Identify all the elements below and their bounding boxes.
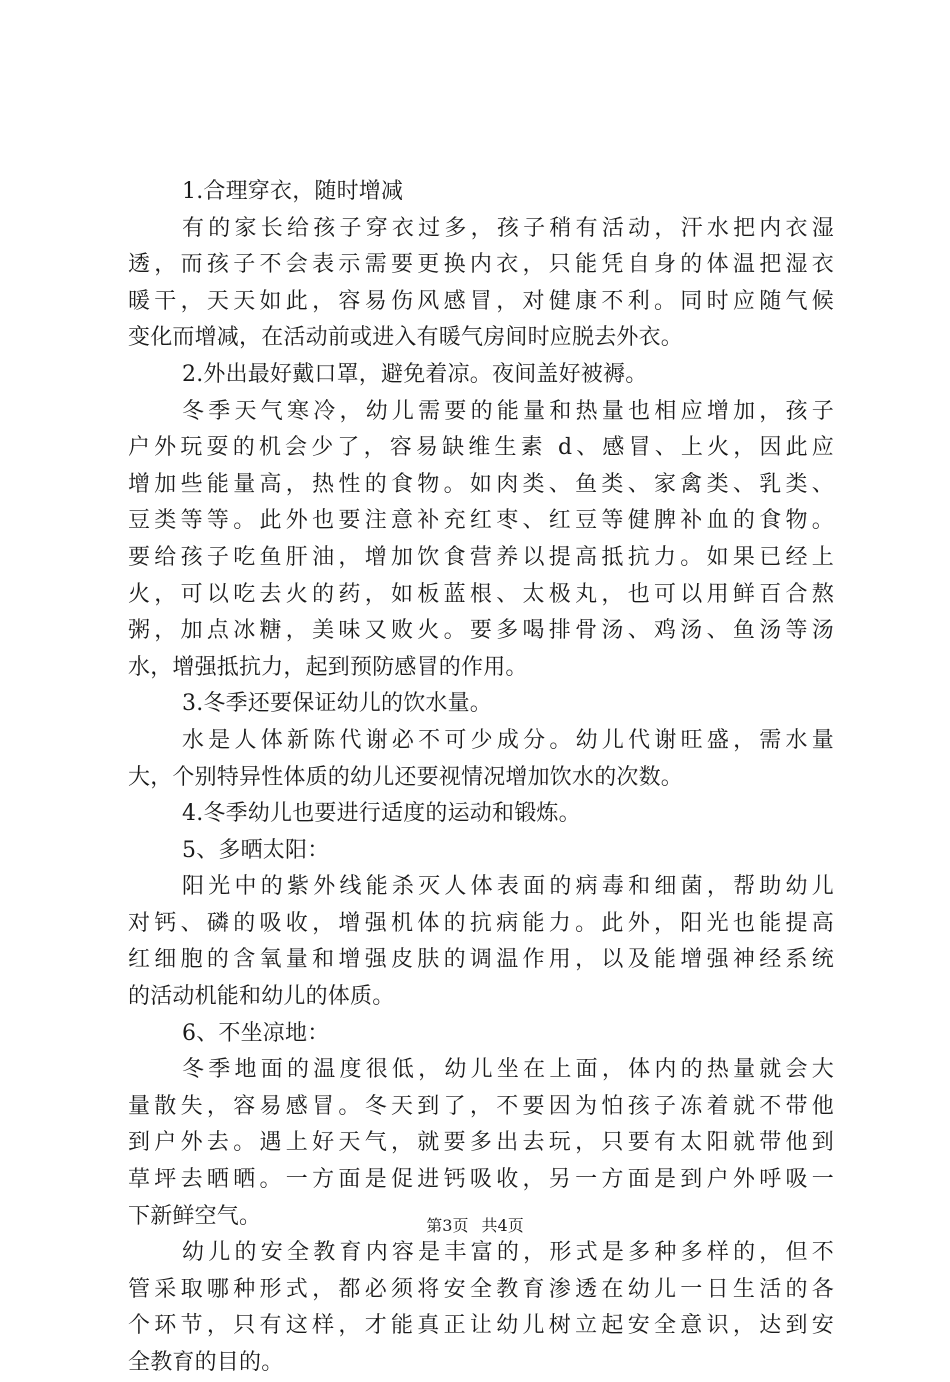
paragraph-line: 量散失，容易感冒。冬天到了，不要因为怕孩子冻着就不带他: [128, 1093, 834, 1119]
paragraph-line: 水，增强抵抗力，起到预防感冒的作用。: [128, 654, 528, 680]
paragraph-line: 管采取哪种形式，都必须将安全教育渗透在幼儿一日生活的各: [128, 1276, 834, 1302]
heading-1: 1.合理穿衣，随时增减: [182, 179, 404, 204]
paragraph-line: 变化而增减，在活动前或进入有暖气房间时应脱去外衣。: [128, 325, 684, 351]
page-number: 第3页: [426, 1216, 469, 1235]
paragraph-line: 冬季天气寒冷，幼儿需要的能量和热量也相应增加，孩子: [182, 398, 834, 424]
paragraph-line: 对钙、磷的吸收，增强机体的抗病能力。此外，阳光也能提高: [128, 910, 834, 936]
page-total: 共4页: [481, 1216, 524, 1235]
paragraph-line: 水是人体新陈代谢必不可少成分。幼儿代谢旺盛，需水量: [182, 727, 834, 753]
paragraph-line: 户外玩耍的机会少了，容易缺维生素 d、感冒、上火，因此应: [128, 435, 834, 461]
page-footer: [0, 1215, 950, 1237]
paragraph-line: 大，个别特异性体质的幼儿还要视情况增加饮水的次数。: [128, 764, 684, 790]
body-text: [128, 174, 834, 1382]
paragraph-line: 透，而孩子不会表示需要更换内衣，只能凭自身的体温把湿衣: [128, 252, 834, 278]
paragraph-line: 暖干，天天如此，容易伤风感冒，对健康不利。同时应随气候: [128, 288, 834, 314]
paragraph-line: 的活动机能和幼儿的体质。: [128, 984, 395, 1010]
paragraph-line: 增加些能量高，热性的食物。如肉类、鱼类、家禽类、乳类、: [128, 471, 834, 497]
paragraph-line: 红细胞的含氧量和增强皮肤的调温作用，以及能增强神经系统: [128, 947, 834, 973]
paragraph-line: 豆类等等。此外也要注意补充红枣、红豆等健脾补血的食物。: [128, 508, 834, 534]
paragraph-line: 全教育的目的。: [128, 1350, 284, 1375]
paragraph-line: 到户外去。遇上好天气，就要多出去玩，只要有太阳就带他到: [128, 1130, 834, 1156]
paragraph-line: 粥，加点冰糖，美味又败火。要多喝排骨汤、鸡汤、鱼汤等汤: [128, 618, 834, 644]
paragraph-line: 冬季地面的温度很低，幼儿坐在上面，体内的热量就会大: [182, 1057, 834, 1083]
heading-4: 4.冬季幼儿也要进行适度的运动和锻炼。: [182, 801, 581, 827]
paragraph-line: 要给孩子吃鱼肝油，增加饮食营养以提高抵抗力。如果已经上: [128, 544, 834, 570]
paragraph-line: 个环节，只有这样，才能真正让幼儿树立起安全意识，达到安: [128, 1313, 834, 1339]
paragraph-line: 有的家长给孩子穿衣过多，孩子稍有活动，汗水把内衣湿: [182, 215, 834, 241]
heading-5: 5、多晒太阳：: [182, 837, 330, 863]
heading-6: 6、不坐凉地：: [182, 1020, 330, 1046]
paragraph-line: 幼儿的安全教育内容是丰富的，形式是多种多样的，但不: [182, 1240, 834, 1266]
paragraph-line: 火，可以吃去火的药，如板蓝根、太极丸，也可以用鲜百合熬: [128, 581, 834, 607]
heading-2: 2.外出最好戴口罩，避免着凉。夜间盖好被褥。: [182, 361, 648, 387]
paragraph-line: 草坪去晒晒。一方面是促进钙吸收，另一方面是到户外呼吸一: [128, 1167, 834, 1193]
paragraph-line: 下新鲜空气。: [128, 1203, 262, 1229]
paragraph-line: 阳光中的紫外线能杀灭人体表面的病毒和细菌，帮助幼儿: [182, 874, 834, 900]
heading-3: 3.冬季还要保证幼儿的饮水量。: [182, 691, 492, 717]
